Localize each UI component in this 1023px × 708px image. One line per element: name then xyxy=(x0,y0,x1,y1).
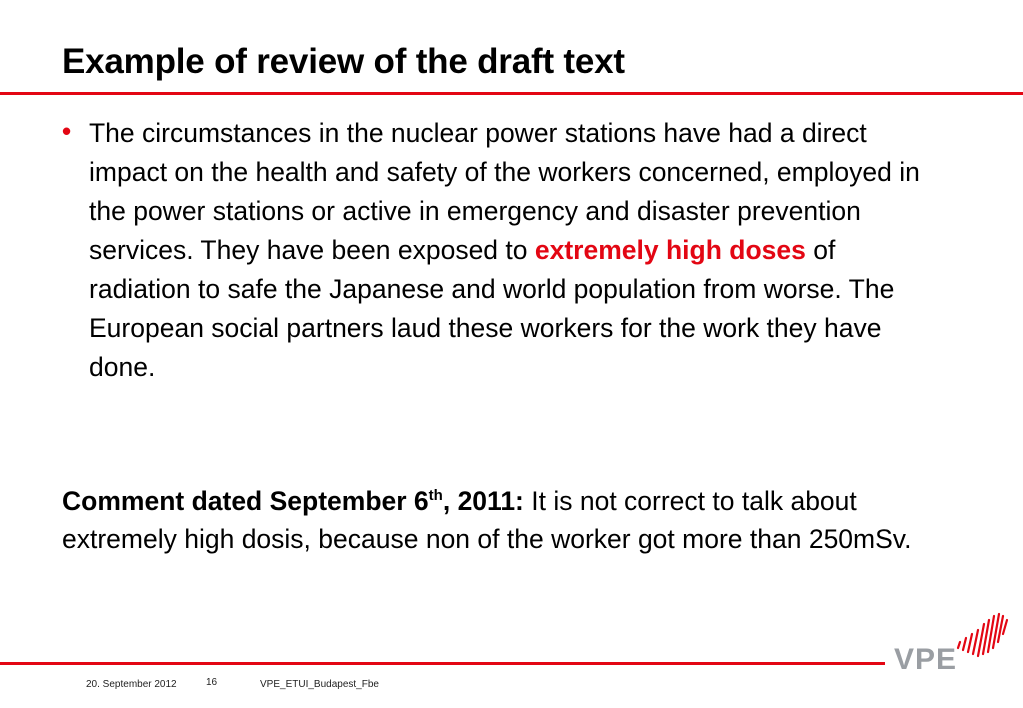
comment-label-year: , 2011: xyxy=(442,486,524,516)
bullet-text xyxy=(89,114,942,387)
comment-label-ordinal: th xyxy=(428,487,443,505)
comment-label xyxy=(62,486,524,516)
footer-divider xyxy=(0,662,885,665)
footer-date: 20. September 2012 xyxy=(86,679,177,690)
comment-paragraph xyxy=(62,482,952,558)
vpe-logo-text: VPE xyxy=(894,643,958,676)
bullet-item xyxy=(62,114,942,387)
bullet-text-after: of radiation to safe the Japanese and world population from worse. The European social partners laud these workers for the work they have done. xyxy=(89,235,895,382)
bullet-icon: • xyxy=(62,116,72,146)
comment-text: It is not correct to talk about extremely high dosis, because non of the worker got more than 250mSv. xyxy=(62,486,912,554)
highlighted-phrase: extremely high doses xyxy=(534,235,806,265)
slide-title: Example of review of the draft text xyxy=(62,42,625,81)
bullet-text-before: The circumstances in the nuclear power stations have had a direct impact on the health and safety of the workers concerned, employed in the power stations or active in emergency and disaster prevention services. They have been exposed to xyxy=(89,118,920,265)
footer-page-number: 16 xyxy=(206,677,218,688)
comment-label-date: Comment dated September 6 xyxy=(62,486,429,516)
title-divider xyxy=(0,92,1023,95)
footer-filename: VPE_ETUI_Budapest_Fbe xyxy=(260,679,379,690)
